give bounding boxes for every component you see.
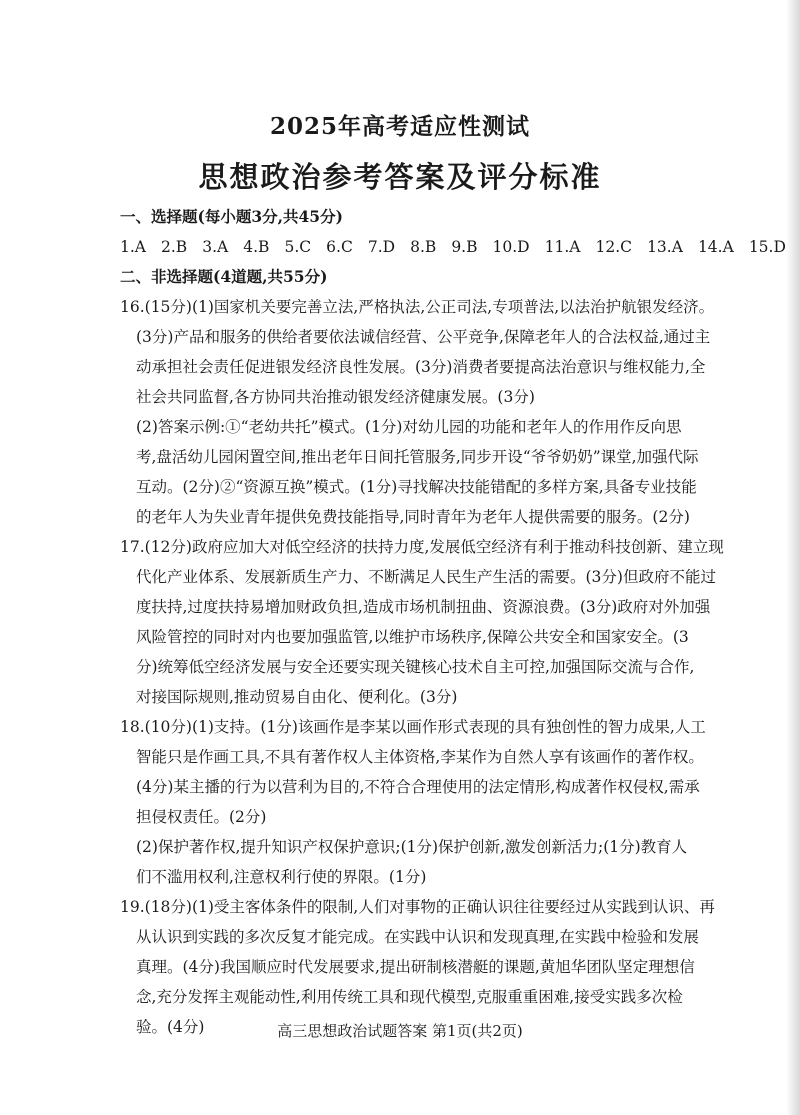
answer-line: 18.(10分)(1)支持。(1分)该画作是李某以画作形式表现的具有独创性的智力成果,人工: [120, 718, 706, 736]
choice-answer: 14.A: [697, 238, 734, 256]
answer-line: (4分)某主播的行为以营利为目的,不符合合理使用的法定情形,构成著作权侵权,需承: [136, 778, 700, 796]
answer-line: 动承担社会责任促进银发经济良性发展。(3分)消费者要提高法治意识与维权能力,全: [136, 358, 706, 376]
page-footer: 高三思想政治试题答案 第1页(共2页): [277, 1022, 523, 1040]
choice-answer: 6.C: [326, 238, 353, 256]
section-heading-nonchoice: 二、非选择题(4道题,共55分): [120, 267, 328, 286]
page-edge-shadow: [786, 0, 800, 1115]
choice-answer: 12.C: [595, 238, 633, 256]
choice-answer: 10.D: [492, 238, 530, 256]
choice-answer: 4.B: [243, 238, 270, 256]
choice-answer: 5.C: [284, 238, 312, 256]
choice-answer: 11.A: [544, 238, 581, 256]
answer-line: 真理。(4分)我国顺应时代发展要求,提出研制核潜艇的课题,黄旭华团队坚定理想信: [136, 958, 695, 976]
choice-answer: 7.D: [367, 238, 396, 256]
answer-line: 社会共同监督,各方协同共治推动银发经济健康发展。(3分): [136, 388, 535, 406]
choice-answer: 1.A: [120, 238, 146, 256]
answer-line: 分)统筹低空经济发展与安全还要实现关键核心技术自主可控,加强国际交流与合作,: [136, 658, 695, 676]
answer-line: 从认识到实践的多次反复才能完成。在实践中认识和发现真理,在实践中检验和发展: [136, 928, 699, 946]
choice-answer: 8.B: [410, 238, 437, 256]
answer-line: 16.(15分)(1)国家机关要完善立法,严格执法,公正司法,专项普法,以法治护航银发经济。: [120, 298, 715, 316]
choice-answers-row: [120, 232, 786, 262]
section-heading-choice: 一、选择题(每小题3分,共45分): [120, 207, 343, 226]
choice-answer: 3.A: [202, 238, 229, 256]
page-title: 2025年高考适应性测试: [269, 113, 530, 140]
answer-line: (2)保护著作权,提升知识产权保护意识;(1分)保护创新,激发创新活力;(1分)教育人: [136, 838, 688, 856]
choice-answer: 9.B: [451, 238, 478, 256]
answer-line: 智能只是作画工具,不具有著作权人主体资格,李某作为自然人享有该画作的著作权。: [136, 748, 704, 766]
answer-line: 的老年人为失业青年提供免费技能指导,同时青年为老年人提供需要的服务。(2分): [136, 508, 690, 526]
answer-line: 担侵权责任。(2分): [136, 808, 267, 826]
answer-body: [120, 202, 786, 1042]
answer-line: 考,盘活幼儿园闲置空间,推出老年日间托管服务,同步开设“爷爷奶奶”课堂,加强代际: [136, 448, 699, 466]
answer-line: 们不滥用权利,注意权利行使的界限。(1分): [136, 868, 427, 886]
answer-line: 19.(18分)(1)受主客体条件的限制,人们对事物的正确认识往往要经过从实践到认识、再: [120, 898, 715, 916]
choice-answer: 2.B: [161, 238, 188, 256]
choice-answer: 13.A: [647, 238, 683, 256]
answer-line: 验。(4分): [136, 1018, 205, 1036]
answer-line: (2)答案示例:①“老幼共托”模式。(1分)对幼儿园的功能和老年人的作用作反向思: [136, 418, 682, 436]
choice-answer: 15.D: [748, 238, 786, 256]
answer-line: 风险管控的同时对内也要加强监管,以维护市场秩序,保障公共安全和国家安全。(3: [136, 628, 689, 646]
answer-line: 度扶持,过度扶持易增加财政负担,造成市场机制扭曲、资源浪费。(3分)政府对外加强: [136, 598, 711, 616]
answer-line: 代化产业体系、发展新质生产力、不断满足人民生产生活的需要。(3分)但政府不能过: [136, 568, 716, 586]
answer-line: 17.(12分)政府应加大对低空经济的扶持力度,发展低空经济有利于推动科技创新、建立现: [120, 538, 724, 556]
answer-line: 互动。(2分)②“资源互换”模式。(1分)寻找解决技能错配的多样方案,具备专业技能: [136, 478, 697, 496]
answer-line: 念,充分发挥主观能动性,利用传统工具和现代模型,克服重重困难,接受实践多次检: [136, 988, 683, 1006]
answer-line: (3分)产品和服务的供给者要依法诚信经营、公平竞争,保障老年人的合法权益,通过主: [136, 328, 711, 346]
page-subtitle: 思想政治参考答案及评分标准: [198, 160, 602, 194]
answer-line: 对接国际规则,推动贸易自由化、便利化。(3分): [136, 688, 458, 706]
